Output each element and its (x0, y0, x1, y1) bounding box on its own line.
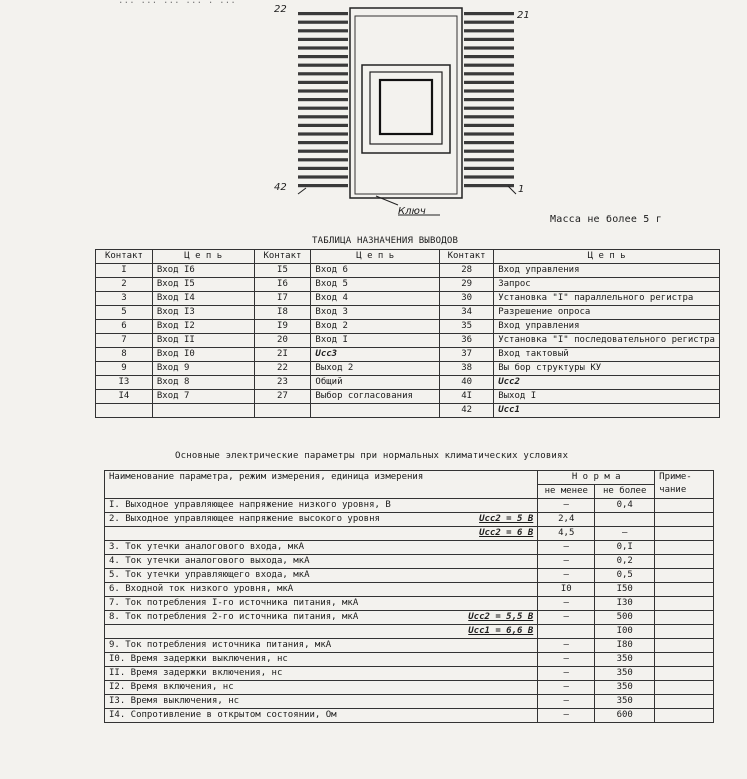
pin-table-row (96, 292, 720, 306)
param-row (105, 583, 714, 597)
param-name: 4. Ток утечки аналогового выхода, мкА (105, 555, 435, 569)
param-condition (434, 569, 538, 583)
pin-lead (464, 64, 514, 67)
pin-function: Ucc1 (494, 404, 720, 418)
pin-table-row (96, 376, 720, 390)
pin-function: Вы бор структуры КУ (494, 362, 720, 376)
pin-function: Вход I6 (152, 264, 254, 278)
key-label: Ключ (398, 206, 426, 217)
param-condition (434, 499, 538, 513)
param-min: – (538, 695, 595, 709)
pin-lead (464, 81, 514, 84)
pin-number: 5 (96, 306, 153, 320)
pin-label-21: 21 (517, 10, 530, 21)
pin42-leader (298, 188, 306, 194)
pin-function: Вход 5 (311, 278, 440, 292)
param-max: 500 (595, 611, 655, 625)
pin-function: Выход I (494, 390, 720, 404)
pin-lead (298, 184, 348, 187)
pin-number: I4 (96, 390, 153, 404)
pin-number: 28 (440, 264, 494, 278)
pin-number: 35 (440, 320, 494, 334)
pin-lead (298, 81, 348, 84)
pin-number: 38 (440, 362, 494, 376)
pin-number: I6 (254, 278, 311, 292)
param-min: 2,4 (538, 513, 595, 527)
param-note (655, 555, 714, 569)
pin-label-1: 1 (518, 184, 525, 195)
pin-number: 7 (96, 334, 153, 348)
param-name: 6. Входной ток низкого уровня, мкА (105, 583, 435, 597)
param-max: 600 (595, 709, 655, 723)
param-row (105, 569, 714, 583)
param-condition: Ucc2 = 6 В (434, 527, 538, 541)
pin-function: Ucc3 (311, 348, 440, 362)
pin-function: Вход I (311, 334, 440, 348)
pin-function: Вход I5 (152, 278, 254, 292)
param-max: 350 (595, 653, 655, 667)
param-header-min: не менее (538, 485, 595, 499)
param-max: 0,I (595, 541, 655, 555)
pin-table-header: Контакт (254, 250, 311, 264)
pin-number: I8 (254, 306, 311, 320)
param-min (538, 625, 595, 639)
pin-number: 22 (254, 362, 311, 376)
pin-number: 2 (96, 278, 153, 292)
param-note (655, 513, 714, 527)
pin-table-title: ТАБЛИЦА НАЗНАЧЕНИЯ ВЫВОДОВ (312, 236, 459, 246)
pin-table-row (96, 278, 720, 292)
param-note (655, 681, 714, 695)
param-note (655, 541, 714, 555)
param-min: – (538, 653, 595, 667)
pin-lead (298, 55, 348, 58)
param-max: I30 (595, 597, 655, 611)
param-min: – (538, 569, 595, 583)
mass-note: Масса не более 5 г (550, 214, 662, 225)
pin-number: 36 (440, 334, 494, 348)
pin-lead (298, 29, 348, 32)
pin-function: Вход управления (494, 264, 720, 278)
pin-lead (464, 38, 514, 41)
param-row (105, 667, 714, 681)
param-name: 7. Ток потребления I-го источника питания, мкА (105, 597, 435, 611)
param-max: I00 (595, 625, 655, 639)
empty-cell (311, 404, 440, 418)
pin-number: 37 (440, 348, 494, 362)
pin-lead (464, 21, 514, 24)
pin-lead (298, 46, 348, 49)
pin-lead (298, 124, 348, 127)
pin-number: I5 (254, 264, 311, 278)
pin-lead (464, 150, 514, 153)
param-condition (434, 541, 538, 555)
param-name: I3. Время выключения, нс (105, 695, 435, 709)
param-header-norm: Н о р м а (538, 471, 655, 485)
param-row (105, 555, 714, 569)
param-condition: Ucc2 = 5 В (434, 513, 538, 527)
pin-function: Вход 4 (311, 292, 440, 306)
pin-lead (298, 115, 348, 118)
pin-function: Разрешение опроса (494, 306, 720, 320)
pin-lead (464, 12, 514, 15)
param-name: I4. Сопротивление в открытом состоянии, Ом (105, 709, 435, 723)
param-condition (434, 583, 538, 597)
param-row (105, 541, 714, 555)
param-row (105, 625, 714, 639)
pin-lead (298, 150, 348, 153)
param-header-name: Наименование параметра, режим измерения, единица измерения (105, 471, 538, 499)
param-condition (434, 695, 538, 709)
pin-table-row (96, 390, 720, 404)
param-name: 5. Ток утечки управляющего входа, мкА (105, 569, 435, 583)
pin-table-header: Ц е п ь (494, 250, 720, 264)
param-min: – (538, 667, 595, 681)
pin-lead (464, 46, 514, 49)
pin-lead (464, 29, 514, 32)
param-max: 0,4 (595, 499, 655, 513)
pin-lead (464, 158, 514, 161)
pin-lead (464, 89, 514, 92)
param-note (655, 597, 714, 611)
pin-lead (464, 175, 514, 178)
pin-lead (464, 72, 514, 75)
param-note (655, 569, 714, 583)
pin-function: Вход 2 (311, 320, 440, 334)
pin-function: Вход I3 (152, 306, 254, 320)
param-max (595, 513, 655, 527)
param-row (105, 709, 714, 723)
param-max: 0,2 (595, 555, 655, 569)
pin-table-row (96, 320, 720, 334)
pin-table-header: Ц е п ь (311, 250, 440, 264)
pin-lead (298, 141, 348, 144)
pin-number: I7 (254, 292, 311, 306)
param-row (105, 513, 714, 527)
param-min: – (538, 611, 595, 625)
param-row (105, 611, 714, 625)
pin-label-42: 42 (274, 182, 287, 193)
pin-number: 20 (254, 334, 311, 348)
pin-number: 42 (440, 404, 494, 418)
pin-table-row (96, 334, 720, 348)
pin-number: 8 (96, 348, 153, 362)
empty-cell (96, 404, 153, 418)
param-min: – (538, 541, 595, 555)
pin-lead (298, 158, 348, 161)
pin-assignment-table (95, 249, 720, 418)
package-body (350, 8, 462, 198)
pin-function: Ucc2 (494, 376, 720, 390)
param-min: – (538, 639, 595, 653)
pin-lead (298, 38, 348, 41)
param-name (105, 625, 435, 639)
pin-lead (298, 98, 348, 101)
pin-function: Вход 3 (311, 306, 440, 320)
pin-table-row (96, 264, 720, 278)
param-note (655, 709, 714, 723)
param-condition (434, 667, 538, 681)
param-condition (434, 653, 538, 667)
param-row (105, 653, 714, 667)
param-condition: Ucc2 = 5,5 В (434, 611, 538, 625)
pin-number: 2I (254, 348, 311, 362)
param-max: 350 (595, 667, 655, 681)
pin-function: Выбор согласования (311, 390, 440, 404)
param-name: I. Выходное управляющее напряжение низкого уровня, В (105, 499, 435, 513)
param-max: 0,5 (595, 569, 655, 583)
pin-function: Вход 8 (152, 376, 254, 390)
pin-function: Вход управления (494, 320, 720, 334)
empty-cell (152, 404, 254, 418)
param-note (655, 639, 714, 653)
param-row (105, 695, 714, 709)
param-min: – (538, 499, 595, 513)
param-row (105, 681, 714, 695)
param-condition (434, 597, 538, 611)
pin-lead (298, 175, 348, 178)
param-name: 8. Ток потребления 2-го источника питания, мкА (105, 611, 435, 625)
package-diagram (274, 0, 540, 225)
pin-lead (464, 184, 514, 187)
pin-table-row (96, 306, 720, 320)
pin-number: 29 (440, 278, 494, 292)
pin-number: 34 (440, 306, 494, 320)
param-condition (434, 681, 538, 695)
pin-number: 4I (440, 390, 494, 404)
param-max: 350 (595, 681, 655, 695)
pin-lead (298, 107, 348, 110)
param-row (105, 499, 714, 513)
param-note (655, 667, 714, 681)
param-name: 2. Выходное управляющее напряжение высокого уровня (105, 513, 435, 527)
pin-number: 27 (254, 390, 311, 404)
param-condition: Ucc1 = 6,6 В (434, 625, 538, 639)
param-min: – (538, 681, 595, 695)
param-name: 9. Ток потребления источника питания, мкА (105, 639, 435, 653)
pin-lead (464, 124, 514, 127)
param-max: – (595, 527, 655, 541)
pin-function: Вход II (152, 334, 254, 348)
param-min: I0 (538, 583, 595, 597)
pin-lead (298, 12, 348, 15)
pin-function: Установка "I" последовательного регистра (494, 334, 720, 348)
param-row (105, 597, 714, 611)
param-note (655, 611, 714, 625)
param-note (655, 583, 714, 597)
header-fragment: ... ... ... ... . ... (118, 0, 236, 6)
pin-number: I (96, 264, 153, 278)
pin-number: 6 (96, 320, 153, 334)
pin-lead (464, 141, 514, 144)
param-max: I80 (595, 639, 655, 653)
pin-number: 9 (96, 362, 153, 376)
pin-number: 30 (440, 292, 494, 306)
pin-lead (298, 167, 348, 170)
pin-lead (298, 89, 348, 92)
pin-lead (464, 167, 514, 170)
param-note (655, 653, 714, 667)
pin-lead (464, 107, 514, 110)
pin-function: Выход 2 (311, 362, 440, 376)
param-condition (434, 709, 538, 723)
param-min: – (538, 597, 595, 611)
param-row (105, 639, 714, 653)
pin-function: Вход I0 (152, 348, 254, 362)
param-condition (434, 555, 538, 569)
pin-function: Установка "I" параллельного регистра (494, 292, 720, 306)
pin-lead (464, 115, 514, 118)
pin-number: I3 (96, 376, 153, 390)
pin-function: Вход I4 (152, 292, 254, 306)
pin-number: 3 (96, 292, 153, 306)
pin-number: 40 (440, 376, 494, 390)
pin-function: Вход I2 (152, 320, 254, 334)
pin-function: Вход 6 (311, 264, 440, 278)
pin-table-header: Контакт (440, 250, 494, 264)
pin-lead (298, 21, 348, 24)
param-min: – (538, 709, 595, 723)
param-table-title: Основные электрические параметры при нормальных климатических условиях (175, 451, 569, 461)
param-note (655, 499, 714, 513)
param-note (655, 625, 714, 639)
pin-function: Вход 7 (152, 390, 254, 404)
param-name (105, 527, 435, 541)
pin-function: Запрос (494, 278, 720, 292)
pin-lead (464, 55, 514, 58)
param-min: 4,5 (538, 527, 595, 541)
pin-lead (298, 132, 348, 135)
pin-lead (464, 98, 514, 101)
pin-function: Вход тактовый (494, 348, 720, 362)
package-drawing (280, 0, 540, 225)
param-header-note: Приме-чание (655, 471, 714, 499)
pin-lead (298, 72, 348, 75)
pin-table-header: Ц е п ь (152, 250, 254, 264)
param-header-max: не более (595, 485, 655, 499)
pin-number: 23 (254, 376, 311, 390)
param-name: 3. Ток утечки аналогового входа, мкА (105, 541, 435, 555)
pin-number: I9 (254, 320, 311, 334)
pin-lead (298, 64, 348, 67)
param-condition (434, 639, 538, 653)
param-name: I2. Время включения, нс (105, 681, 435, 695)
pin-function: Вход 9 (152, 362, 254, 376)
electrical-parameters-table (104, 470, 714, 723)
pin-label-22: 22 (274, 4, 287, 15)
param-max: I50 (595, 583, 655, 597)
pin-table-row (96, 348, 720, 362)
param-min: – (538, 555, 595, 569)
empty-cell (254, 404, 311, 418)
param-row (105, 527, 714, 541)
param-max: 350 (595, 695, 655, 709)
pin-table-row (96, 362, 720, 376)
pin-lead (464, 132, 514, 135)
pin-function: Общий (311, 376, 440, 390)
param-name: II. Время задержки включения, нс (105, 667, 435, 681)
param-note (655, 527, 714, 541)
pin-table-row (96, 404, 720, 418)
pin-table-header: Контакт (96, 250, 153, 264)
param-note (655, 695, 714, 709)
param-name: I0. Время задержки выключения, нс (105, 653, 435, 667)
